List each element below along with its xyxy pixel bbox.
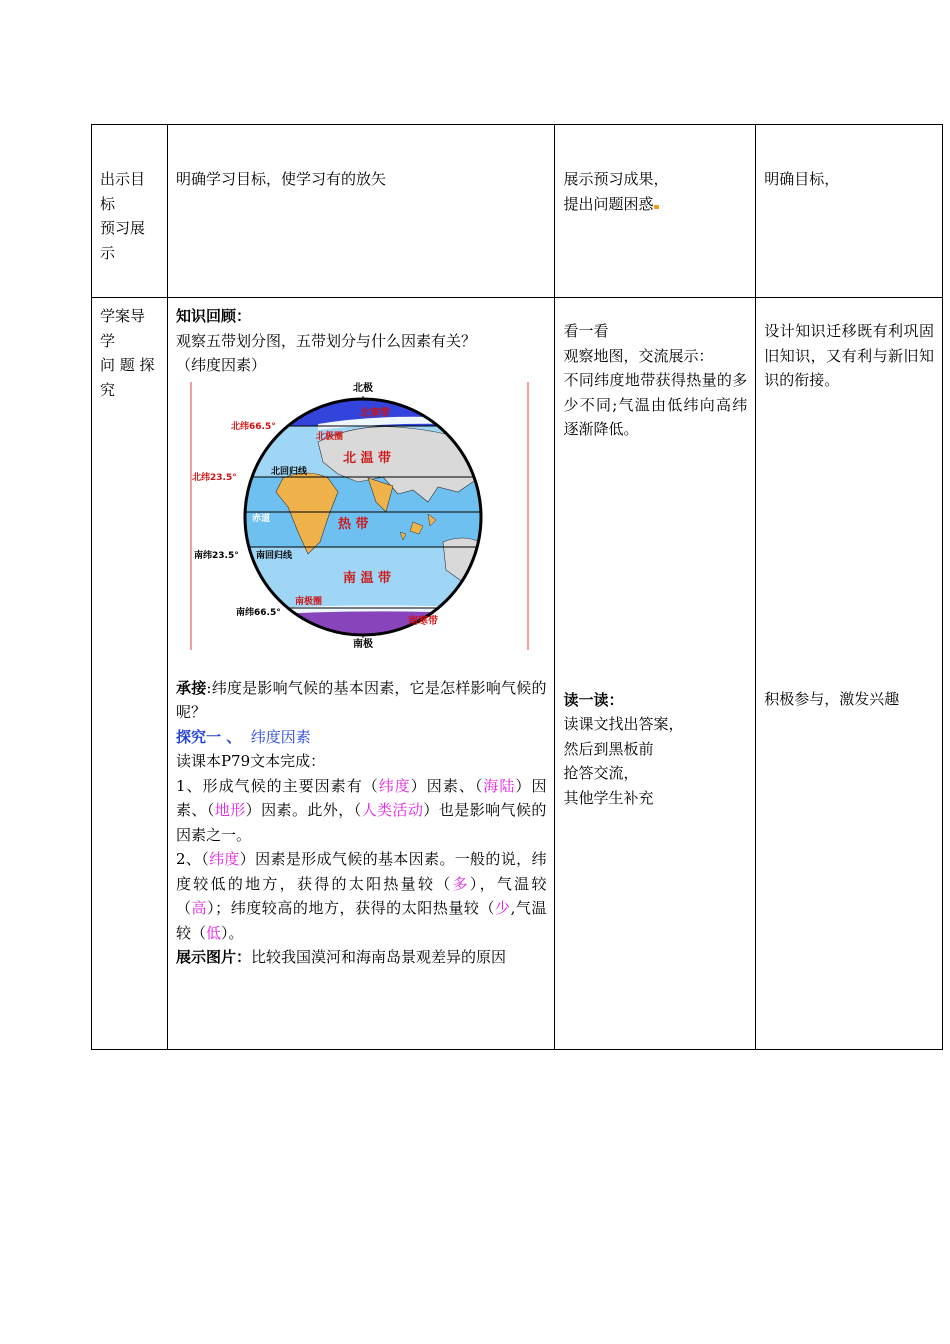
design-intent-cell: 设计知识迁移既有利巩固旧知识，又有利与新旧知识的衔接。 积极参与，激发兴趣	[756, 298, 943, 1050]
table-row	[92, 125, 943, 298]
tropic-capricorn-label: 南回归线	[255, 550, 292, 561]
content-cell: 明确学习目标，使学习有的放矢	[167, 125, 555, 298]
five-zones-figure	[188, 382, 530, 650]
read-heading: 读一读：	[563, 690, 624, 709]
table-row	[92, 298, 943, 1050]
stage-cell: 出示目标 预习展示	[92, 125, 168, 298]
south-pole-label: 南极	[352, 638, 373, 650]
arctic-circle-label: 北极圈	[315, 431, 343, 442]
north-frigid-label: 北寒带	[359, 407, 390, 419]
north-pole-label: 北极	[352, 382, 373, 394]
review-heading: 知识回顾：	[175, 307, 251, 325]
lat-n665-label: 北纬66.5°	[230, 421, 276, 432]
south-temperate-label: 南 温 带	[342, 570, 392, 586]
five-zones-map	[188, 382, 530, 650]
tropic-cancer-label: 北回归线	[270, 466, 307, 477]
show-pictures: 展示图片：比较我国漠河和海南岛景观差异的原因	[175, 948, 506, 966]
question-1: 1、形成气候的主要因素有（纬度）因素、（海陆）因素、（地形）因素。此外，（人类活动）也是影响气候的因素之一。	[175, 776, 547, 844]
tropical-label: 热 带	[337, 516, 369, 532]
lat-s665-label: 南纬66.5°	[235, 607, 281, 618]
design-intent-cell: 明确目标，	[756, 125, 943, 298]
student-activity-cell: 看一看 观察地图，交流展示： 不同纬度地带获得热量的多少不同;气温由低纬向高纬逐渐降低。 读一读： 读课文找出答案， 然后到黑板前 抢答交流， 其他学生补充	[555, 298, 756, 1050]
north-temperate-label: 北 温 带	[342, 450, 392, 466]
content-cell: 知识回顾： 观察五带划分图，五带划分与什么因素有关？ （纬度因素） 北极 南极 北寒带 南寒带 北 温 带 南 温 带 热 带 北极圈 南极圈 北回归线 南回归线 赤道 北纬66.5° 北纬23.5° 南纬23.5° 南纬66.5° 承接:纬度是影响气候的基本因素，它是怎样影响气候的呢？ 探究一 、 纬度因素 读课本P79文本完成： 1、形成气候的主要因素有（纬度）因素、（海陆）因素、（地形）因素。此外，（人类活动）也是影响气候的因素之一。 2、（纬度）因素是形成气候的基本因素。一般的说，纬度较低的地方，获得的太阳热量较（多），气温较（高）；纬度较高的地方，获得的太阳热量较（少,气温较（低）。 展示图片：比较我国漠河和海南岛景观差异的原因	[167, 298, 555, 1050]
equator-label: 赤道	[251, 513, 270, 524]
antarctic-circle-label: 南极圈	[294, 596, 322, 607]
explore-heading: 探究一 、 纬度因素	[175, 727, 311, 746]
lat-n235-label: 北纬23.5°	[191, 472, 237, 483]
question-2: 2、（纬度）因素是形成气候的基本因素。一般的说，纬度较低的地方，获得的太阳热量较（多），气温较（高）；纬度较高的地方，获得的太阳热量较（少,气温较（低）。	[175, 850, 547, 942]
student-activity-cell: 展示预习成果， 提出问题困惑	[555, 125, 756, 298]
lat-s235-label: 南纬23.5°	[193, 550, 239, 561]
text-marker	[654, 205, 659, 209]
stage-cell: 学案导学 问 题 探 究	[92, 298, 168, 1050]
lesson-plan-table	[91, 124, 943, 1050]
south-frigid-label: 南寒带	[407, 615, 438, 627]
